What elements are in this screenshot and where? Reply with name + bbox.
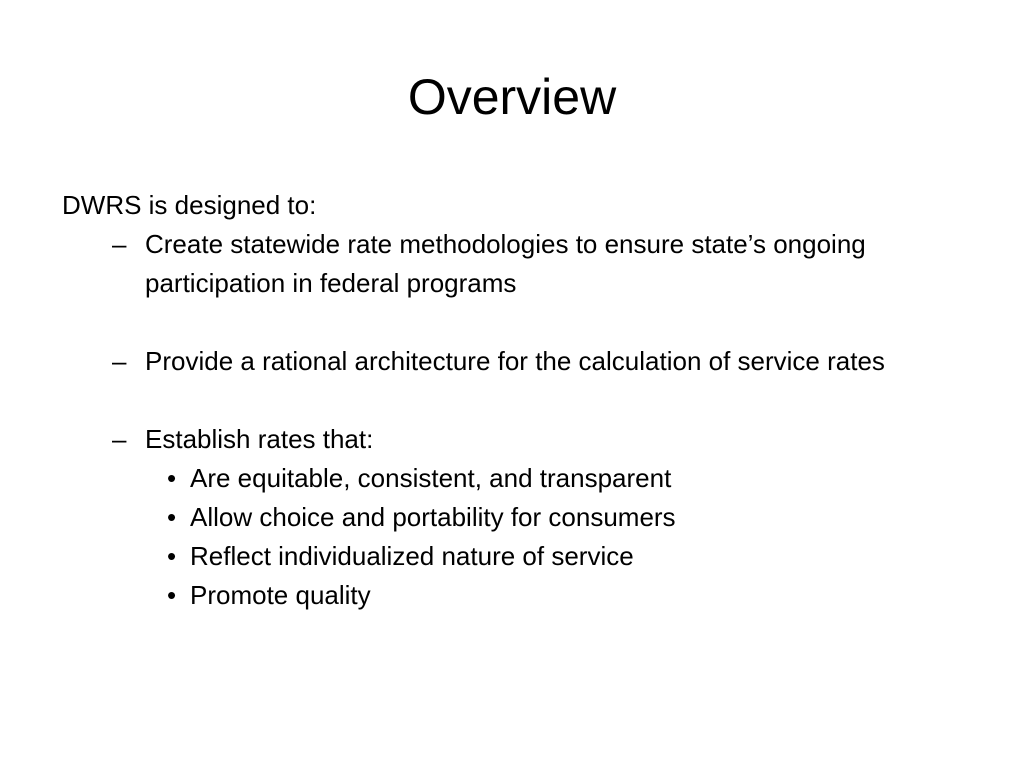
bullet-marker: •: [167, 580, 177, 610]
sub-list-item: [145, 537, 962, 576]
sub-list-item: [145, 459, 962, 498]
sub-list-item-text: Reflect individualized nature of service: [190, 541, 634, 571]
dash-marker: –: [112, 229, 127, 259]
bullet-marker: •: [167, 502, 177, 532]
bullet-marker: •: [167, 541, 177, 571]
sub-bullet-list: [145, 459, 962, 615]
list-item: [62, 342, 962, 381]
intro-text: DWRS is designed to:: [62, 190, 317, 220]
sub-list-item-text: Are equitable, consistent, and transparent: [190, 463, 672, 493]
dash-marker: –: [112, 346, 127, 376]
bullet-list: [62, 225, 962, 615]
list-item-text: Create statewide rate methodologies to ensure state’s ongoing participation in federal programs: [145, 229, 866, 298]
slide-title: Overview: [407, 69, 617, 125]
bullet-marker: •: [167, 463, 177, 493]
list-item-text: Establish rates that:: [145, 424, 374, 454]
list-item: [62, 225, 962, 303]
sub-list-item: [145, 576, 962, 615]
sub-list-item-text: Promote quality: [190, 580, 371, 610]
sub-list-item-text: Allow choice and portability for consumers: [190, 502, 676, 532]
sub-list-item: [145, 498, 962, 537]
list-item-text: Provide a rational architecture for the calculation of service rates: [145, 346, 885, 376]
dash-marker: –: [112, 424, 127, 454]
list-item: [62, 420, 962, 615]
slide-body: [62, 186, 962, 615]
